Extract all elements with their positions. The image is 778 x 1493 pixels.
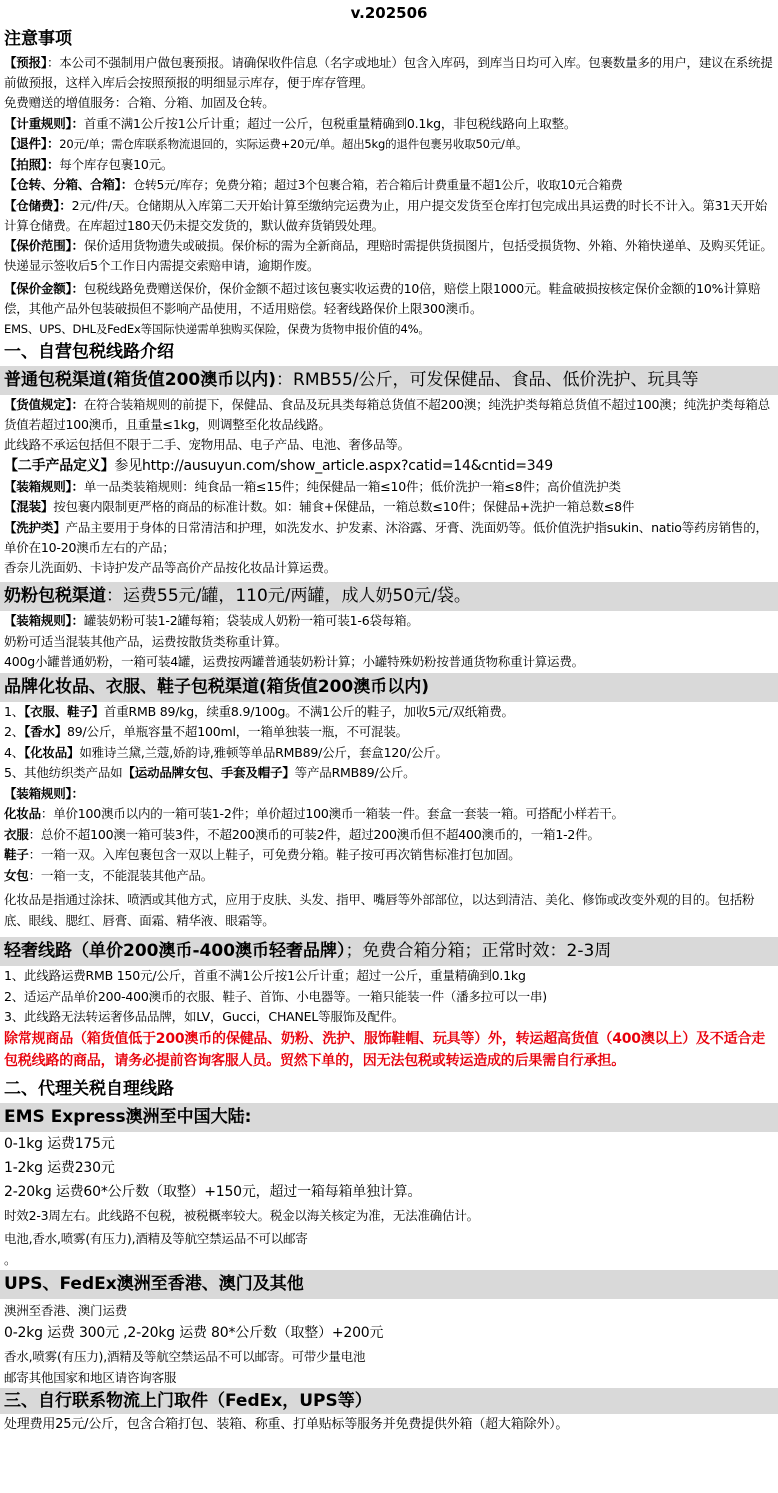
clothes-label: 衣服 bbox=[4, 826, 29, 842]
care-text: 产品主要用于身体的日常清洁和护理，如洗发水、护发素、沐浴露、牙膏、洗面奶等。低价值洗护指sukin、natio等药房销售的，单价在10-20澳币左右的产品； bbox=[4, 519, 768, 555]
storage-key: 【仓储费】： bbox=[4, 197, 72, 213]
milk-channel-band bbox=[0, 582, 778, 611]
item-number: 1、 bbox=[4, 703, 25, 719]
mixed-text: 按包裹内限制更严格的商品的标准计数。如：辅食+保健品，一箱总数≤10件；保健品+洗护一箱总数≤8件 bbox=[53, 499, 635, 514]
milk-packing-key: 【装箱规则】： bbox=[4, 613, 84, 628]
ups-line-1: 澳洲至香港、澳门运费 bbox=[4, 1302, 128, 1318]
textiles-text: 等产品RMB89/公斤。 bbox=[294, 765, 416, 780]
luxury-channel-name: 轻奢线路（单价200澳币-400澳币轻奢品牌） bbox=[4, 941, 346, 961]
perfume-text: 89/公斤，单瓶容量不超100ml，一箱单独装一瓶，不可混装。 bbox=[67, 724, 408, 739]
not-accepted-goods: 此线路不承运包括但不限于二手、宠物用品、电子产品、电池、奢侈品等。 bbox=[4, 437, 410, 452]
section2-title: 二、代理关税自理线路 bbox=[4, 1078, 174, 1099]
normal-channel-name: 普通包税渠道(箱货值200澳币以内) bbox=[4, 370, 277, 390]
luxury-line-3: 3、此线路无法转运奢侈品品牌，如LV，Gucci，CHANEL等服饰及配件。 bbox=[4, 1009, 405, 1024]
perfume-key: 【香水】 bbox=[24, 724, 68, 739]
value-key: 【货值规定】： bbox=[4, 397, 84, 412]
prereport-key: 【预报】 bbox=[4, 55, 47, 70]
second-hand-link[interactable]: 参见http://ausuyun.com/show_article.aspx?catid=14&cntid=349 bbox=[114, 457, 553, 474]
normal-channel-price: ：RMB55/公斤，可发保健品、食品、低价洗护、玩具等 bbox=[276, 370, 699, 390]
ems-line-3: 2-20kg 运费60*公斤数（取整）+150元，超过一箱每箱单独计算。 bbox=[4, 1183, 422, 1200]
luxury-channel-info: ；免费合箱分箱；正常时效：2-3周 bbox=[345, 941, 612, 961]
ups-title: UPS、FedEx澳洲至香港、澳门及其他 bbox=[4, 1273, 304, 1294]
milk-small-can-rule: 400g小罐普通奶粉，一箱可装4罐，运费按两罐普通装奶粉计算；小罐特殊奶粉按普通货物称重计算运费。 bbox=[4, 654, 584, 669]
ups-line-4: 邮寄其他国家和地区请咨询客服 bbox=[4, 1369, 177, 1385]
item-number: 2、 bbox=[4, 724, 25, 739]
version-label: v.202506 bbox=[350, 4, 428, 22]
ems-line-2: 1-2kg 运费230元 bbox=[4, 1159, 115, 1176]
prereport-rule bbox=[4, 53, 774, 93]
ems-band bbox=[0, 1103, 778, 1132]
return-key: 【退件】： bbox=[4, 136, 60, 151]
billing-rule bbox=[4, 114, 774, 135]
ems-line-6: 。 bbox=[4, 1251, 17, 1267]
billing-key: 【计重规则】： bbox=[4, 115, 84, 131]
care-extra: 香奈儿洗面奶、卡诗护发产品等高价产品按化妆品计算运费。 bbox=[4, 559, 337, 575]
second-hand-key: 【二手产品定义】 bbox=[4, 457, 115, 474]
clothes-shoes-text: 首重RMB 89/kg，续重8.9/100g。不满1公斤的鞋子，加收5元/双纸箱费。 bbox=[103, 703, 514, 719]
brand-packing-title bbox=[4, 784, 774, 805]
care-definition bbox=[4, 518, 774, 558]
bag-text: ：一箱一支，不能混装其他产品。 bbox=[28, 867, 214, 883]
insurance-amount-key: 【保价金额】： bbox=[4, 280, 84, 296]
brand-channel-name: 品牌化妆品、衣服、鞋子包税渠道(箱货值200澳币以内) bbox=[4, 676, 430, 697]
milk-packing-rule bbox=[4, 611, 774, 632]
transfer-key: 【仓转、分箱、合箱】： bbox=[4, 177, 134, 192]
luxury-line-2: 2、适运产品单价200-400澳币的衣服、鞋子、首饰、小电器等。一箱只能装一件（潘多拉可以一串) bbox=[4, 988, 547, 1004]
shoes-text: ：一箱一双。入库包裹包含一双以上鞋子，可免费分箱。鞋子按可再次销售标准打包加固。 bbox=[28, 847, 521, 862]
packing-cosmetic bbox=[4, 804, 774, 825]
clothes-shoes-key: 【衣服、鞋子】 bbox=[24, 703, 104, 719]
item-number: 4、 bbox=[4, 744, 25, 760]
transfer-text: 仓转5元/库存；免费分箱；超过3个包裹合箱，若合箱后计费重量不超1公斤，收取10元合箱费 bbox=[133, 178, 623, 192]
milk-mix-rule: 奶粉可适当混装其他产品，运费按散货类称重计算。 bbox=[4, 633, 287, 649]
section3-line-1: 处理费用25元/公斤，包含合箱打包、装箱、称重、打单贴标等服务并免费提供外箱（超大箱除外）。 bbox=[4, 1416, 569, 1432]
prereport-text: ：本公司不强制用户做包裹预报。请确保收件信息（名字或地址）包含入库码，到库当日均可入库。包裹数量多的用户，建议在系统提前做预报，这样入库后会按照预报的明细显示库存，便于库存管理。 bbox=[4, 55, 773, 90]
section3-band bbox=[0, 1388, 778, 1414]
cosmetic-label: 化妆品 bbox=[4, 806, 41, 821]
brand-item-perfume bbox=[4, 722, 774, 743]
normal-channel-band bbox=[0, 366, 778, 395]
free-services: 免费赠送的增值服务：合箱、分箱、加固及仓转。 bbox=[4, 95, 275, 110]
photo-key: 【拍照】： bbox=[4, 156, 60, 172]
clothes-text: ：总价不超100澳一箱可装3件，不超200澳币的可装2件，超过200澳币但不超400澳币的，一箱1-2件。 bbox=[28, 826, 600, 842]
cosmetic-definition: 化妆品是指通过涂抹、喷洒或其他方式，应用于皮肤、头发、指甲、嘴唇等外部部位，以达到清洁、美化、修饰或改变外观的目的。包括粉底、眼线、腮红、唇膏、面霜、精华液、眼霜等。 bbox=[4, 892, 755, 928]
insurance-amount-text: 包税线路免费赠送保价，保价金额不超过该包裹实收运费的10倍，赔偿上限1000元。鞋盒破损按核定保价金额的10%计算赔偿，其他产品外包装破损但不影响产品使用，不适用赔偿。轻奢线路保价上限300澳币。 bbox=[4, 280, 761, 316]
ups-line-2: 0-2kg 运费 300元 ,2-20kg 运费 80*公斤数（取整）+200元 bbox=[4, 1324, 384, 1341]
ems-line-4: 时效2-3周左右。此线路不包税，被税概率较大。税金以海关核定为准，无法准确估计。 bbox=[4, 1207, 479, 1223]
notice-title: 注意事项 bbox=[4, 29, 72, 49]
second-hand-definition bbox=[4, 456, 774, 477]
mixed-key: 【混装】 bbox=[4, 499, 54, 514]
luxury-line-1: 1、此线路运费RMB 150元/公斤，首重不满1公斤按1公斤计重；超过一公斤，重量精确到0.1kg bbox=[4, 968, 526, 983]
value-rule bbox=[4, 395, 774, 435]
ems-line-5: 电池,香水,喷雾(有压力),酒精及等航空禁运品不可以邮寄 bbox=[4, 1230, 308, 1246]
section3-title: 三、自行联系物流上门取件（FedEx，UPS等） bbox=[4, 1390, 372, 1411]
express-insurance-note: EMS、UPS、DHL及FedEx等国际快递需单独购买保险，保费为货物申报价值的4%。 bbox=[4, 321, 430, 336]
normal-packing-key: 【装箱规则】： bbox=[4, 478, 84, 494]
brand-item-textiles bbox=[4, 763, 774, 784]
insurance-scope-text: 保价适用货物遗失或破损。保价标的需为全新商品，理赔时需提供货损图片，包括受损货物、外箱、外箱快递单、及购买凭证。快递显示签收后5个工作日内需提交索赔申请，逾期作废。 bbox=[4, 237, 773, 273]
shoes-label: 鞋子 bbox=[4, 847, 29, 862]
textiles-key: 【运动品牌女包、手套及帽子】 bbox=[122, 765, 295, 780]
ems-line-1: 0-1kg 运费175元 bbox=[4, 1135, 115, 1152]
brand-packing-key: 【装箱规则】： bbox=[4, 785, 84, 801]
high-value-warning: 除常规商品（箱货值低于200澳币的保健品、奶粉、洗护、服饰鞋帽、玩具等）外，转运超高货值（400澳以上）及不适合走包税线路的商品，请务必提前咨询客服人员。贸然下单的，因无法包税或转运造成的后果需自行承担。 bbox=[4, 1030, 766, 1069]
cosmetic-text: ：单价100澳币以内的一箱可装1-2件；单价超过100澳币一箱装一件。套盒一套装一箱。可搭配小样若干。 bbox=[40, 806, 624, 821]
photo-text: 每个库存包裹10元。 bbox=[59, 156, 174, 172]
return-text: 20元/单；需仓库联系物流退回的，实际运费+20元/单。超出5kg的退件包裹另收取50元/单。 bbox=[59, 137, 528, 151]
brand-channel-band bbox=[0, 673, 778, 702]
transfer-rule bbox=[4, 175, 774, 196]
ems-title: EMS Express澳洲至中国大陆: bbox=[4, 1106, 252, 1127]
cosmetics-key: 【化妆品】 bbox=[24, 744, 80, 760]
ups-line-3: 香水,喷雾(有压力),酒精及等航空禁运品不可以邮寄。可带少量电池 bbox=[4, 1348, 366, 1364]
insurance-scope-rule bbox=[4, 236, 774, 276]
return-rule bbox=[4, 134, 774, 155]
packing-clothes bbox=[4, 825, 774, 846]
packing-shoes bbox=[4, 845, 774, 866]
brand-item-clothes bbox=[4, 702, 774, 723]
storage-rule bbox=[4, 196, 774, 236]
care-key: 【洗护类】 bbox=[4, 519, 66, 535]
section1-title: 一、自营包税线路介绍 bbox=[4, 342, 174, 362]
textiles-prefix: 5、其他纺织类产品如 bbox=[4, 765, 123, 780]
value-text: 在符合装箱规则的前提下，保健品、食品及玩具类每箱总货值不超200澳；纯洗护类每箱总货值不超过100澳；纯洗护类每箱总货值若超过100澳币，且重量≤1kg，则调整至化妆品线路。 bbox=[4, 397, 770, 432]
packing-bag bbox=[4, 866, 774, 887]
luxury-channel-band bbox=[0, 937, 778, 966]
insurance-amount-rule bbox=[4, 279, 774, 319]
mixed-rule bbox=[4, 497, 774, 518]
milk-packing-text: 罐装奶粉可装1-2罐每箱；袋装成人奶粉一箱可装1-6袋每箱。 bbox=[83, 613, 419, 628]
brand-item-cosmetics bbox=[4, 743, 774, 764]
cosmetics-text: 如雅诗兰黛,兰蔻,娇韵诗,雅顿等单品RMB89/公斤，套盒120/公斤。 bbox=[79, 744, 448, 760]
milk-channel-name: 奶粉包税渠道 bbox=[4, 586, 106, 606]
bag-label: 女包 bbox=[4, 867, 29, 883]
ups-band bbox=[0, 1270, 778, 1299]
normal-packing-text: 单一品类装箱规则：纯食品一箱≤15件；纯保健品一箱≤10件；低价洗护一箱≤8件；高价值洗护类 bbox=[83, 478, 621, 494]
insurance-scope-key: 【保价范围】： bbox=[4, 237, 84, 253]
billing-text: 首重不满1公斤按1公斤计重；超过一公斤，包税重量精确到0.1kg，非包税线路向上取整。 bbox=[83, 115, 577, 131]
storage-text: 2元/件/天。仓储期从入库第二天开始计算至缴纳完运费为止，用户提交发货至仓库打包完成出具运费的时长不计入。第31天开始计算仓储费。在库超过180天仍未提交发货的，默认做弃货销毁处理。 bbox=[4, 197, 768, 233]
normal-packing-rule bbox=[4, 477, 774, 498]
photo-rule bbox=[4, 155, 774, 176]
milk-channel-price: ：运费55元/罐，110元/两罐，成人奶50元/袋。 bbox=[106, 586, 471, 606]
